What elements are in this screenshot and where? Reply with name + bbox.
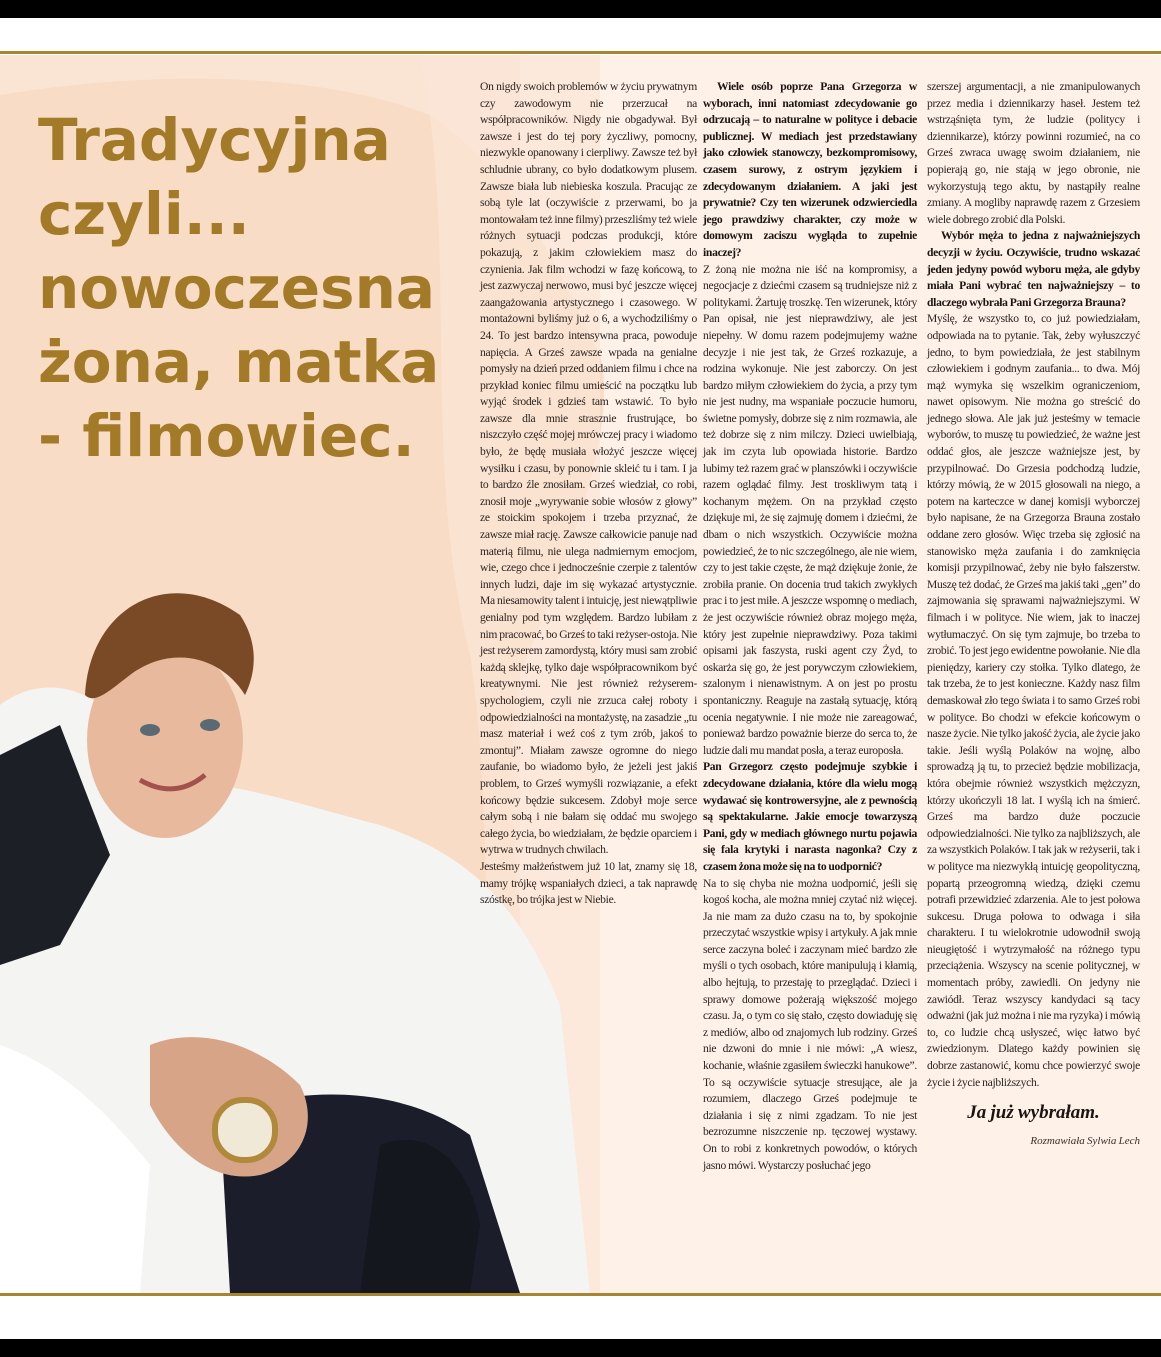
top-gold-rule bbox=[0, 51, 1161, 54]
byline: Rozmawiała Sylwia Lech bbox=[1030, 1135, 1140, 1148]
article-column-1 bbox=[480, 79, 697, 909]
answer-paragraph: Na to się chyba nie można uodpornić, jeśli się kogoś kocha, ale można mniej czytać niż więcej. Ja nie mam za dużo czasu na to, by spokojnie przeczytać wszystkie wpisy i artykuły. A jak mnie serce zaczyna boleć i zaczynam mieć bardzo złe myśli o tych osobach, które manipulują i kłamią, albo hejtują, to przestaję to przeglądać. Dzieci i sprawy domowe pożerają większość mojego czasu. Ja, o tym co się stało, często dowiaduję się z mediów, albo od znajomych lub rodziny. Grześ nie dzwoni do mnie i nie mówi: „A wiesz, kochanie, właśnie zgasiłem świeczki hanukowe”. To są oczywiście sytuacje stresujące, ale ja rozumiem, dlaczego Grześ podejmuje te działania i się z nimi zgadzam. To nie jest bezrozumne niszczenie np. tęczowej wystawy. On to robi z konkretnych powodów, o których jasno mówi. Wystarczy posłuchać jego bbox=[703, 876, 917, 1172]
title-line: - filmowiec. bbox=[38, 402, 415, 470]
answer-paragraph: On nigdy swoich problemów w życiu prywatnym czy zawodowym nie przerzucał na współpracowników. Nigdy nie obgadywał. Był zawsze i jest do tej pory życzliwy, pomocny, niezwykle opanowany i cierpliwy. Zawsze też był schludnie ubrany, co było dodatkowym plusem. Zawsze biała lub niebieska koszula. Pracując ze sobą tyle lat (oczywiście z przerwami, bo ja montowałam też inne filmy) przeszliśmy też wiele różnych sytuacji podczas produkcji, które pokazują, z jakim człowiekiem masz do czynienia. Jak film wchodzi w fazę końcową, to jest zazwyczaj nerwowo, musi być jeszcze więcej zaangażowania artystycznego i czasowego. W montażowni byliśmy już o 6, a wychodziliśmy o 24. To jest bardzo intensywna praca, powoduje napięcia. A Grześ zawsze wpada na genialne pomysły na dzień przed oddaniem filmu i chce na przykład koniec filmu umieścić na początku lub wyjąć środek i gdzieś tam wstawić. To było zawsze dla mnie strasznie frustrujące, bo niszczyło część mojej mrówczej pracy i wiadomo było, że będę musiała włożyć jeszcze więcej wysiłku i czasu, by ponownie skleić tu i tam. I ja to bardzo źle znosiłam. Grześ wiedział, co robi, znosił moje „wyrywanie sobie włosów z głowy” ze stoickim spokojem i trzeba przyznać, że zawsze miał rację. Zawsze całkowicie panuje nad materią filmu, nie ulega nadmiernym emocjom, wie, czego chce i jednocześnie czerpie z talentów innych ludzi, daje im się wykazać artystycznie. Ma niesamowity talent i intuicję, jest niewątpliwie genialny pod tym względem. Bardzo lubiłam z nim pracować, bo Grześ to taki reżyser-ostoja. Nie jest reżyserem zamordystą, który musi sam zrobić każdą sklejkę, tylko daje współpracownikom być kreatywnymi. Nie jest również reżyserem-spychologiem, czyli nie zrzuca całej roboty i odpowiedzialności na montażystę, na zasadzie „tu masz materiał i weź coś z tym zrób, jakoś to zmontuj”. Miałam zawsze ogromne do niego zaufanie, bo wiadomo było, że jeżeli jest jakiś problem, to Grześ wymyśli rozwiązanie, a efekt końcowy będzie sukcesem. Zdobył moje serce całym sobą i nie bałam się oddać mu swojego całego życia, bo wiedziałam, że będzie oparciem i wytrwa w trudnych chwilach. bbox=[480, 80, 697, 857]
interview-question: Wybór męża to jedna z najważniejszych decyzji w życiu. Oczywiście, trudno wskazać jeden jedyny powód wyboru męża, ale gdyby miała Pani wybrać ten najważniejszy – to dlaczego wybrała Pani Grzegorza Brauna? bbox=[927, 229, 1140, 309]
title-line: czyli... bbox=[38, 180, 250, 248]
article-column-2 bbox=[703, 79, 917, 1174]
title-line: żona, matka bbox=[38, 328, 440, 396]
title-line: Tradycyjna bbox=[38, 106, 391, 174]
top-black-bar bbox=[0, 0, 1161, 18]
bottom-black-bar bbox=[0, 1339, 1161, 1357]
article-title bbox=[38, 103, 468, 473]
bottom-gold-rule bbox=[0, 1293, 1161, 1296]
interview-question: Wiele osób poprze Pana Grzegorza w wyborach, inni natomiast zdecydowanie go odrzucają – to naturalne w polityce i debacie publicznej. W mediach jest przedstawiany jako człowiek stanowczy, bezkompromisowy, czasem surowy, z ostrym językiem i zdecydowanym działaniem. A jaki jest prywatnie? Czy ten wizerunek odzwierciedla jego prawdziwy charakter, czy może w domowym zaciszu wygląda to zupełnie inaczej? bbox=[703, 80, 917, 259]
title-line: nowoczesna bbox=[38, 254, 435, 322]
answer-paragraph: Z żoną nie można nie iść na kompromisy, a negocjacje z dziećmi czasem są trudniejsze niż z politykami. Żartuję troszkę. Ten wizerunek, który Pan opisał, nie jest nieprawdziwy, ale jest niepełny. W domu razem podejmujemy ważne decyzje i nie jest tak, że Grześ rozkazuje, a rodzina wykonuje. Nie jest zaborczy. On jest bardzo miłym człowiekiem do życia, a przy tym nie jest nudny, ma wspaniałe poczucie humoru, świetne pomysły, dobrze się z nim rozmawia, ale też dobrze się z nim milczy. Dzieci uwielbiają, jak im czyta lub opowiada historie. Bardzo lubimy też razem grać w planszówki i oczywiście razem oglądać filmy. Jest troskliwym tatą i kochanym mężem. On na przykład często dziękuje mi, że się zajmuję domem i dziećmi, że dbam o nich wszystkich. Oczywiście można powiedzieć, że to nic szczególnego, ale nie wiem, czy to jest takie częste, że mąż dziękuje żonie, że zrobiła pranie. On docenia trud takich zwykłych prac i to jest miłe. A jeszcze wspomnę o mediach, że jest oczywiście również obraz mojego męża, który jest zupełnie nieprawdziwy. Poza takimi opisami jak faszysta, ruski agent czy Żyd, to oskarża się go, że jest porywczym człowiekiem, szalonym i nienawistnym. A on jest po prostu spontaniczny. Reaguje na zastałą sytuację, którą ocenia negatywnie. I nie może nie zareagować, ponieważ bardzo poważnie bierze do serca to, że ludzie dali mu mandat posła, a teraz europosła. bbox=[703, 262, 917, 757]
answer-paragraph: Jesteśmy małżeństwem już 10 lat, znamy się 18, mamy trójkę wspaniałych dzieci, a tak naprawdę szóstkę, bo trójka jest w Niebie. bbox=[480, 859, 697, 907]
answer-paragraph: Myślę, że wszystko to, co już powiedziałam, odpowiada na to pytanie. Tak, żeby wyłuszczyć jedno, to bym powiedziała, że jest stabilnym człowiekiem i godnym zaufania... to dwa. Mój mąż wymyka się wszelkim ograniczeniom, nawet opisowym. Nie można go streścić do jednego słowa. Ale jak już jesteśmy w temacie wyborów, to muszę tu powiedzieć, że ważne jest oddać głos, ale jeszcze ważniejsze jest, by przypilnować. Do Grzesia podchodzą ludzie, którzy mówią, że w 2015 głosowali na niego, a potem na karteczce w danej komisji wyborczej było napisane, że na Grzegorza Brauna zostało oddane zero głosów. Więc trzeba się zgłosić na stanowisko męża zaufania i do zamknięcia komisji przypilnować, żeby nie było fałszerstw. Muszę też dodać, że Grześ ma jakiś taki „gen” do zajmowania się sprawami najważniejszymi. W filmach i w polityce. Nie wiem, jak to inaczej wytłumaczyć. On się tym zajmuje, bo trzeba to zrobić. To jest jego ewidentne powołanie. Nie dla pieniędzy, kariery czy stołka. Tylko dlatego, że tak trzeba, że to jest konieczne. Każdy nasz film demaskował zło tego świata i to samo Grześ robi w polityce. Bo chodzi w efekcie końcowym o nasze życie. Nie tylko jakość życia, ale życie jako takie. Jeśli wyślą Polaków na wojnę, albo sprowadzą ją tu, to przecież będzie mobilizacja, która obejmie również wszystkich mężczyzn, którzy ukończyli 18 lat. I wyślą ich na śmierć. Grześ ma bardzo duże poczucie odpowiedzialności. Nie tylko za najbliższych, ale za wszystkich Polaków. I tak jak w reżyserii, tak i w polityce ma niezwykłą intuicję geopolityczną, popartą przeogromną wiedzą, dzięki czemu potrafi przewidzieć zdarzenia. Ale to jest połowa sukcesu. Druga połowa to odwaga i siła charakteru. I tu wielokrotnie udowodnił swoją nieugiętość i wytrzymałość na różnego typu przeciążenia. Wszyscy na scenie politycznej, w momentach próby, zawiedli. On jedyny nie zawiódł. Teraz wszyscy kandydaci są tacy odważni (jak już można i nie ma ryzyka) i mówią to, co ludzie chcą usłyszeć, więc łatwo być zwiedzionym. Dlatego każdy powinien się dobrze zastanowić, komu chce powierzyć swoje życie i życie najbliższych. bbox=[927, 312, 1140, 1089]
closing-statement: Ja już wybrałam. bbox=[967, 1102, 1100, 1124]
article-page bbox=[0, 55, 1161, 1293]
answer-paragraph: szerszej argumentacji, a nie zmanipulowanych przez media i dziennikarzy haseł. Jestem też wstrząśnięta tym, że ludzie (politycy i dziennikarze), którzy powinni rozumieć, na co Grześ zwraca uwagę swoim działaniem, nie popierają go, nie stają w jego obronie, nie wykorzystują tego aktu, by nastąpiły realne zmiany. A mogliby naprawdę razem z Grzesiem wiele dobrego zrobić dla Polski. bbox=[927, 80, 1140, 226]
article-column-3 bbox=[927, 79, 1140, 1150]
interview-question: Pan Grzegorz często podejmuje szybkie i zdecydowane działania, które dla wielu mogą wydawać się kontrowersyjne, ale z pewnością są spektakularne. Jakie emocje towarzyszą Pani, gdy w mediach głównego nurtu pojawia się fala krytyki i narasta nagonka? Czy z czasem żona może się na to uodpornić? bbox=[703, 760, 917, 873]
